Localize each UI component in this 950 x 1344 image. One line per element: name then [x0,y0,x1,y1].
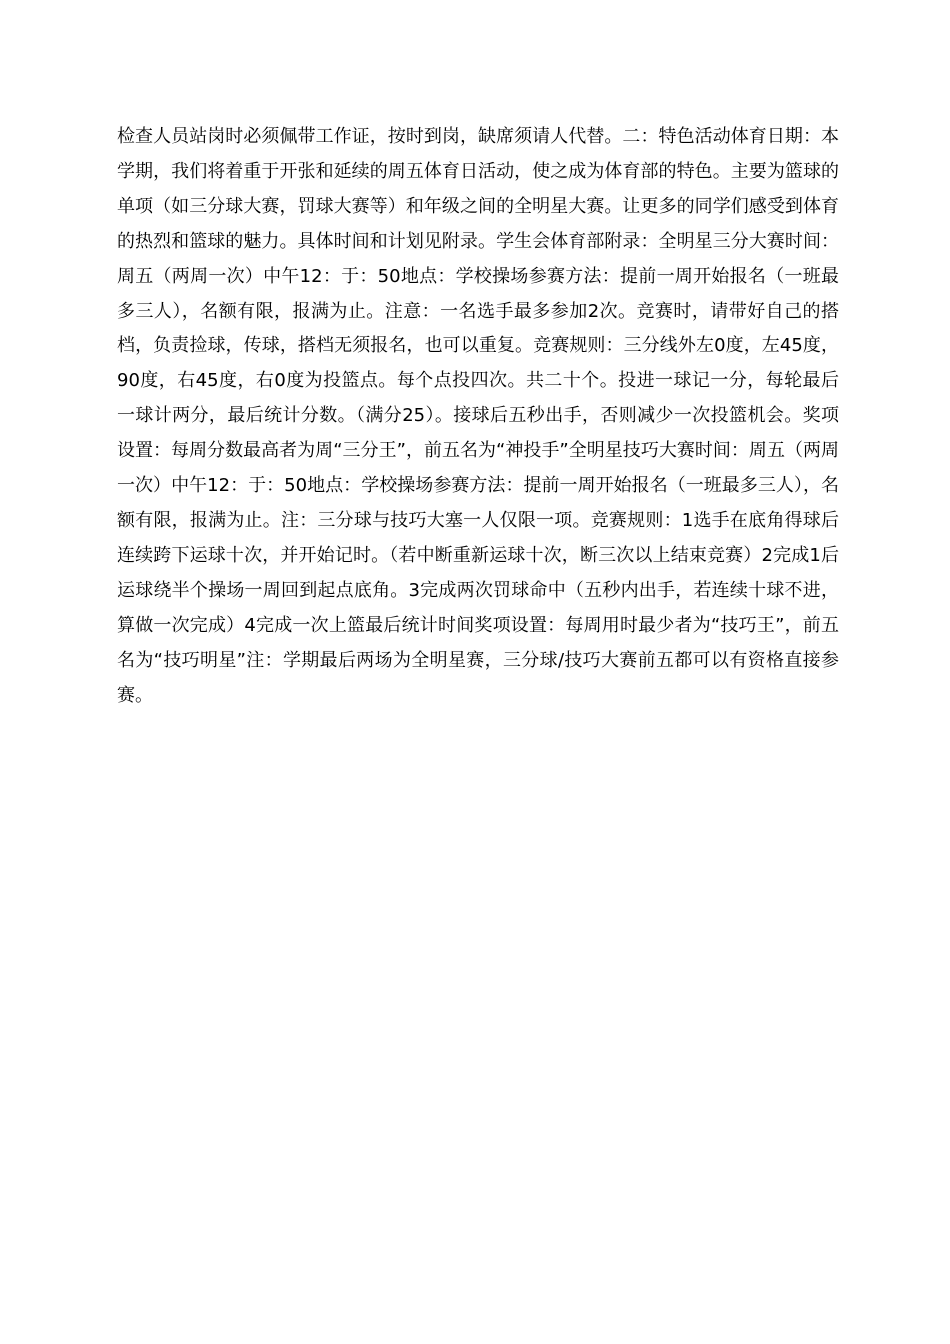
body-paragraph: 检查人员站岗时必须佩带工作证，按时到岗，缺席须请人代替。二：特色活动体育日期：本学期，我们将着重于开张和延续的周五体育日活动，使之成为体育部的特色。主要为篮球的单项（如三分球大赛，罚球大赛等）和年级之间的全明星大赛。让更多的同学们感受到体育的热烈和篮球的魅力。具体时间和计划见附录。学生会体育部附录：全明星三分大赛时间：周五（两周一次）中午12：于：50地点：学校操场参赛方法：提前一周开始报名（一班最多三人），名额有限，报满为止。注意：一名选手最多参加2次。竞赛时，请带好自己的搭档，负责捡球，传球，搭档无须报名，也可以重复。竞赛规则：三分线外左0度，左45度，90度，右45度，右0度为投篮点。每个点投四次。共二十个。投进一球记一分，每轮最后一球计两分，最后统计分数。（满分25）。接球后五秒出手，否则减少一次投篮机会。奖项设置：每周分数最高者为周“三分王”，前五名为“神投手”全明星技巧大赛时间：周五（两周一次）中午12：于：50地点：学校操场参赛方法：提前一周开始报名（一班最多三人），名额有限，报满为止。注：三分球与技巧大塞一人仅限一项。竞赛规则：1选手在底角得球后连续跨下运球十次，并开始记时。（若中断重新运球十次，断三次以上结束竞赛）2完成1后运球绕半个操场一周回到起点底角。3完成两次罚球命中（五秒内出手，若连续十球不进，算做一次完成）4完成一次上篮最后统计时间奖项设置：每周用时最少者为“技巧王”，前五名为“技巧明星”注：学期最后两场为全明星赛，三分球/技巧大赛前五都可以有资格直接参赛。 [117,126,839,706]
